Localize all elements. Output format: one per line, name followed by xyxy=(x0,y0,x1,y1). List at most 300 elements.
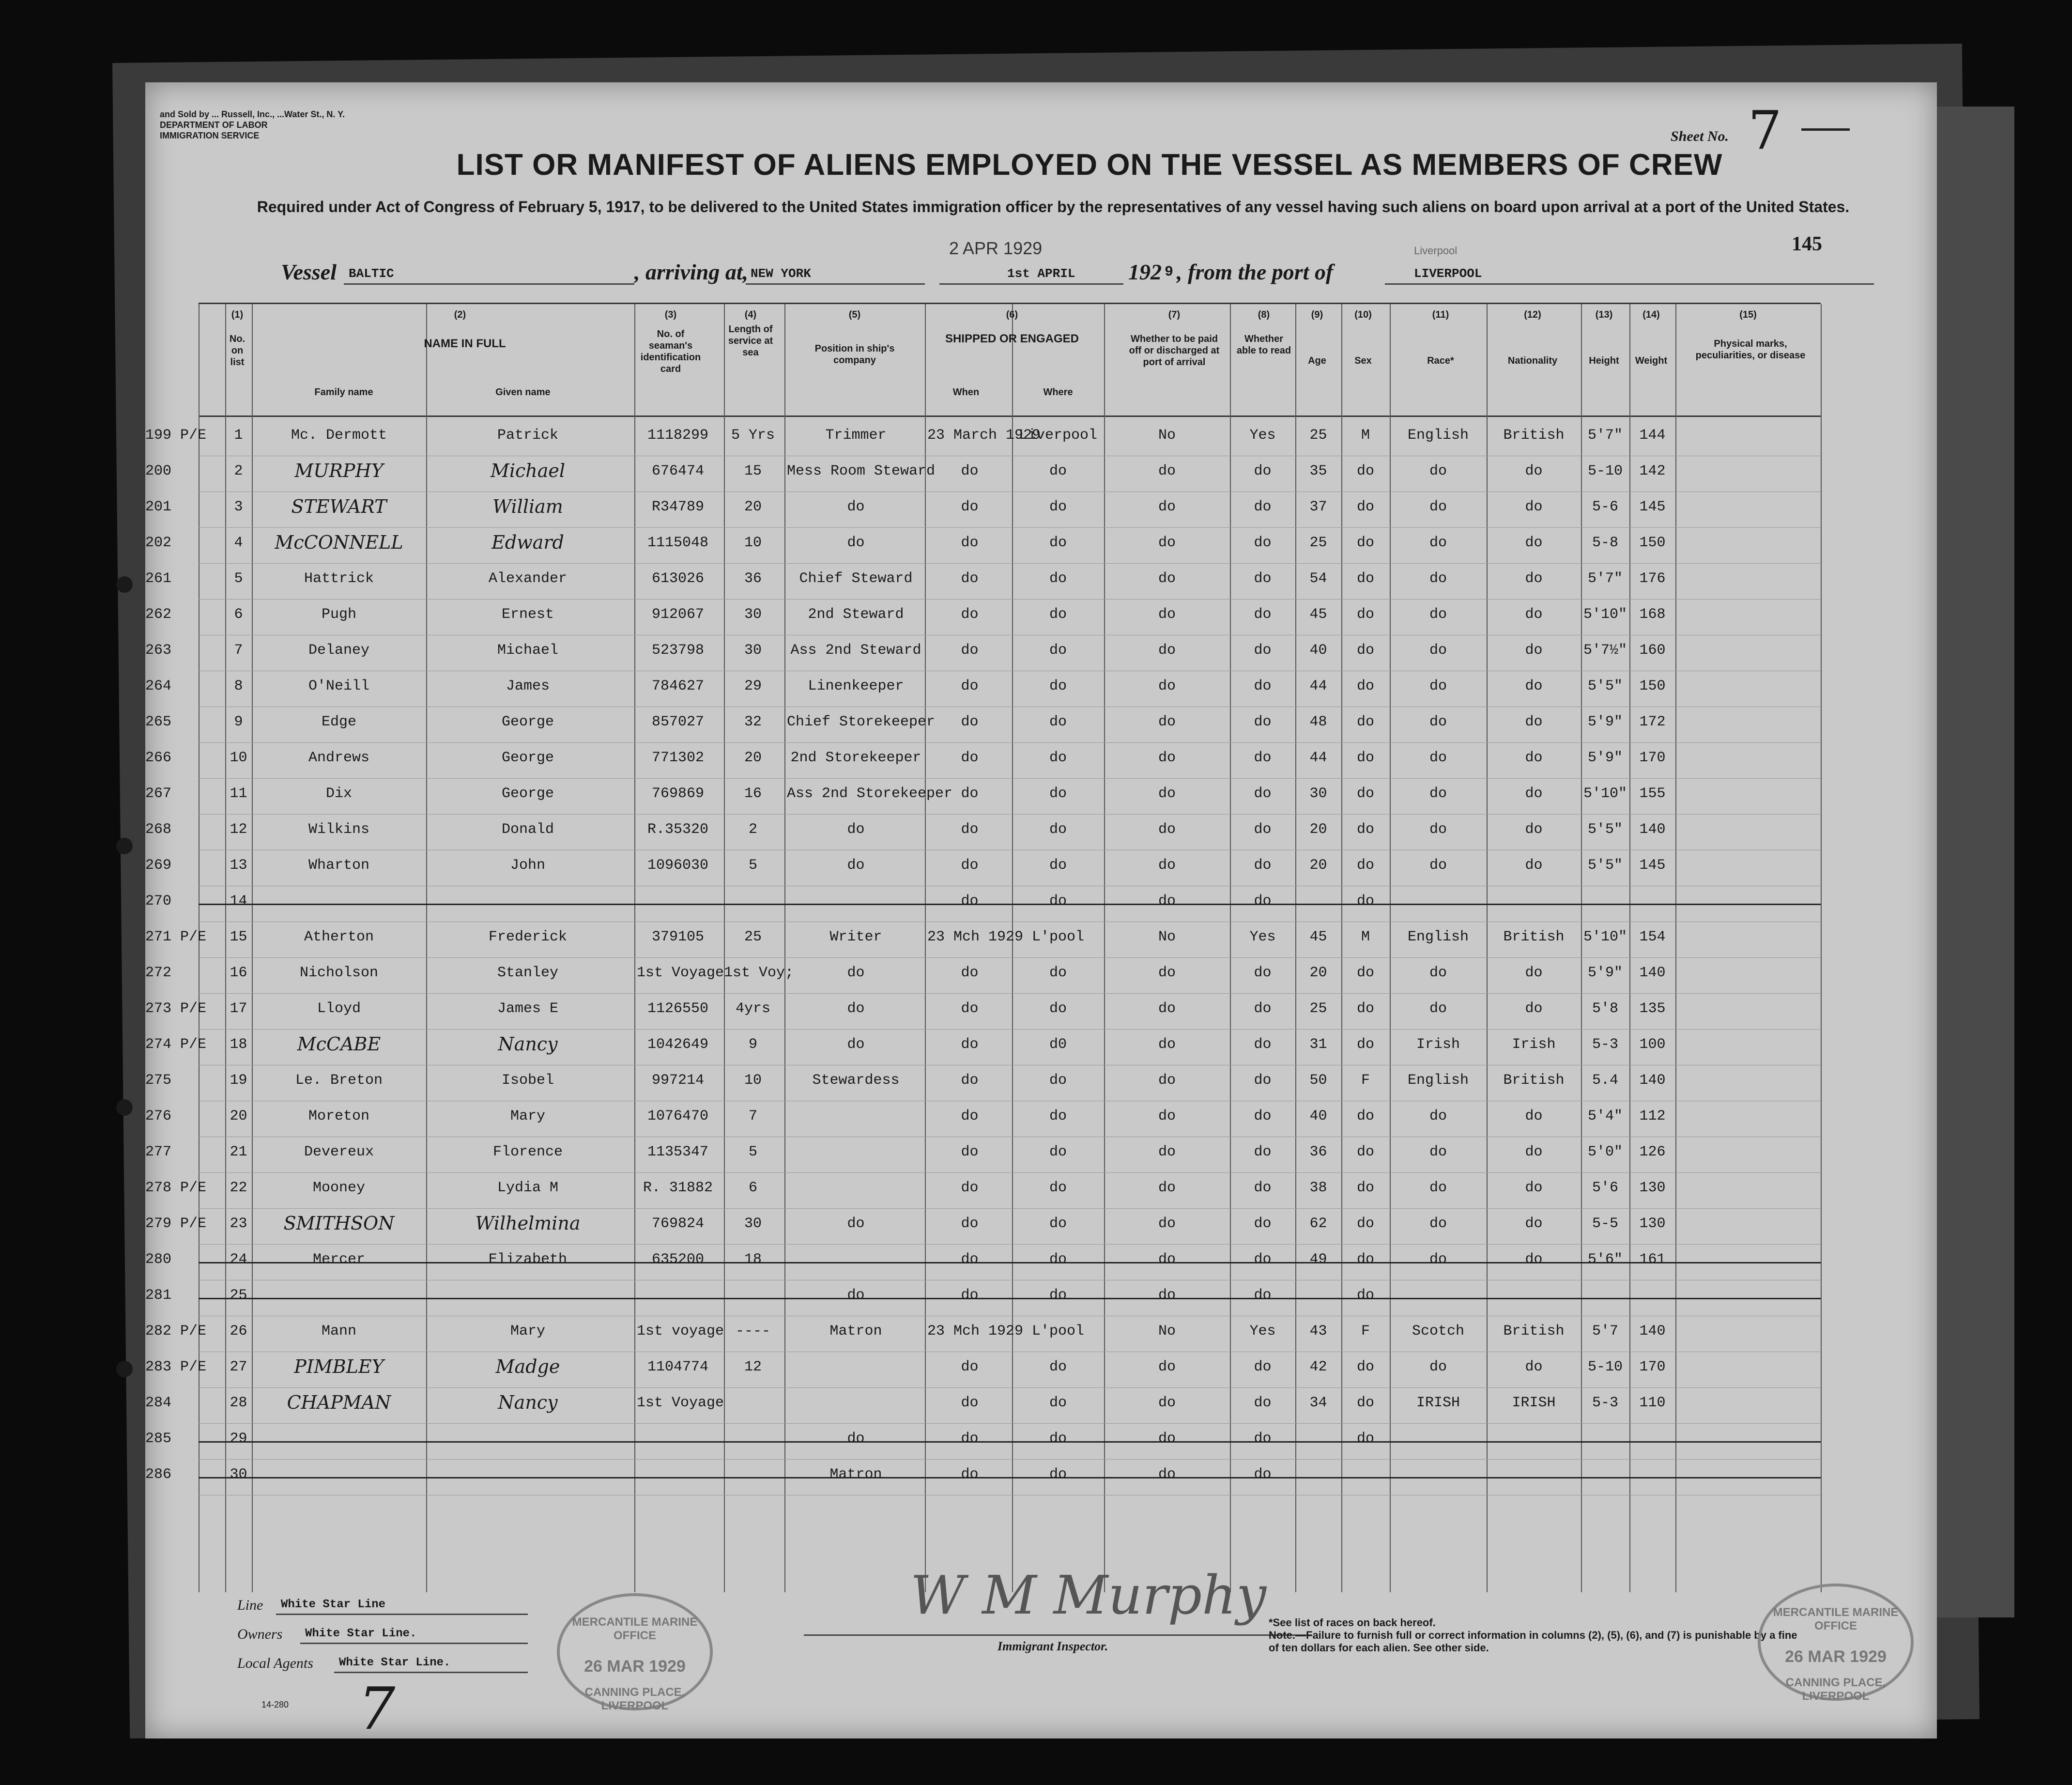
row-height: 5'9" xyxy=(1587,750,1623,766)
row-position: do xyxy=(847,1036,865,1053)
row-list-number: 20 xyxy=(230,1108,247,1124)
row-family-name: Nicholson xyxy=(299,965,379,981)
table-row xyxy=(145,492,1821,528)
table-row xyxy=(145,1424,1821,1460)
col6-when-header: When xyxy=(952,387,980,398)
row-sex: do xyxy=(1356,1251,1374,1268)
row-height: 5.4 xyxy=(1592,1072,1618,1089)
col8-header: Whether able to read xyxy=(1236,334,1291,356)
row-nationality: Irish xyxy=(1512,1036,1556,1053)
row-shipped-where: do xyxy=(1049,1108,1067,1124)
row-shipped-where: do xyxy=(1049,1144,1067,1160)
row-paid-off: do xyxy=(1158,1180,1176,1196)
arriving-label: , arriving at, xyxy=(634,260,749,284)
row-family-name: Moreton xyxy=(308,1108,370,1124)
col5-header: Position in ship's company xyxy=(814,343,895,366)
col3-header: No. of seaman's identification card xyxy=(640,329,701,374)
table-row xyxy=(145,671,1821,707)
row-weight: 154 xyxy=(1639,929,1666,945)
row-service-length: 20 xyxy=(744,499,762,515)
row-service-length: 36 xyxy=(744,570,762,587)
row-nationality: do xyxy=(1525,857,1543,874)
row-nationality: do xyxy=(1525,678,1543,694)
row-given-name: Mary xyxy=(510,1108,545,1124)
row-shipped-where: do xyxy=(1049,1359,1067,1375)
row-paid-off: No xyxy=(1158,427,1176,444)
row-weight: 130 xyxy=(1639,1180,1666,1196)
row-given-name: Patrick xyxy=(497,427,559,444)
row-age: 48 xyxy=(1309,714,1327,730)
row-height: 5'7 xyxy=(1592,1323,1618,1339)
row-position: Mess Room Steward xyxy=(787,463,936,479)
row-race: English xyxy=(1407,427,1469,444)
row-family-name: CHAPMAN xyxy=(287,1392,391,1413)
table-row xyxy=(145,1460,1821,1495)
row-paid-off: do xyxy=(1158,570,1176,587)
col2-family-header: Family name xyxy=(314,387,373,398)
row-family-name: McCABE xyxy=(297,1033,381,1055)
row-margin-number: 270 xyxy=(145,893,172,909)
row-able-to-read: do xyxy=(1254,1108,1272,1124)
row-nationality: British xyxy=(1503,929,1565,945)
row-nationality: do xyxy=(1525,1144,1543,1160)
row-race: do xyxy=(1429,785,1447,802)
row-able-to-read: do xyxy=(1254,1000,1272,1017)
page-title: LIST OR MANIFEST OF ALIENS EMPLOYED ON THE VESSEL AS MEMBERS OF CREW xyxy=(456,148,1723,182)
row-sex: do xyxy=(1356,463,1374,479)
col3-number: (3) xyxy=(664,309,677,320)
row-family-name: Dix xyxy=(325,785,352,802)
row-position: do xyxy=(847,499,865,515)
row-card-number: 1115048 xyxy=(647,535,709,551)
stamp-right-line1: MERCANTILE MARINE OFFICE xyxy=(1773,1606,1899,1632)
row-position: do xyxy=(847,821,865,838)
row-sex: do xyxy=(1356,893,1374,909)
col15-number: (15) xyxy=(1739,309,1757,320)
row-family-name: O'Neill xyxy=(308,678,370,694)
row-card-number: 523798 xyxy=(651,642,705,659)
row-sex: do xyxy=(1356,606,1374,623)
manifest-sheet xyxy=(145,82,1937,1743)
owners-value: White Star Line. xyxy=(305,1627,417,1640)
row-card-number: 1076470 xyxy=(647,1108,709,1124)
row-sex: do xyxy=(1356,1180,1374,1196)
col6-number: (6) xyxy=(1006,309,1018,320)
row-shipped-when: do xyxy=(961,821,979,838)
col15-header: Physical marks, peculiarities, or disease xyxy=(1695,339,1806,361)
row-service-length: 9 xyxy=(748,1036,757,1053)
row-nationality: do xyxy=(1525,785,1543,802)
row-shipped-where: do xyxy=(1049,499,1067,515)
row-service-length: 30 xyxy=(744,1216,762,1232)
row-service-length: 32 xyxy=(744,714,762,730)
departure-port: LIVERPOOL xyxy=(1414,266,1482,281)
row-sex: do xyxy=(1356,1036,1374,1053)
row-age: 40 xyxy=(1309,1108,1327,1124)
table-row xyxy=(145,1280,1821,1316)
row-paid-off: do xyxy=(1158,642,1176,659)
row-shipped-when: do xyxy=(961,1359,979,1375)
col13-number: (13) xyxy=(1595,309,1613,320)
arrival-stamp-date: 2 APR 1929 xyxy=(949,238,1043,258)
row-able-to-read: Yes xyxy=(1249,1323,1276,1339)
row-race: do xyxy=(1429,1251,1447,1268)
row-shipped-when: do xyxy=(961,606,979,623)
row-height: 5-8 xyxy=(1592,535,1618,551)
row-given-name: Michael xyxy=(497,642,559,659)
signature-underline xyxy=(804,1634,1312,1636)
row-card-number: 676474 xyxy=(651,463,705,479)
row-shipped-when: do xyxy=(961,857,979,874)
row-position: do xyxy=(847,1216,865,1232)
row-margin-number: 261 xyxy=(145,570,172,587)
row-card-number: 1st Voyage xyxy=(637,1395,724,1411)
row-shipped-where: do xyxy=(1049,893,1067,909)
table-row xyxy=(145,1137,1821,1173)
row-given-name: Lydia M xyxy=(497,1180,559,1196)
row-shipped-when: do xyxy=(961,1036,979,1053)
row-position: Matron xyxy=(829,1323,882,1339)
row-list-number: 2 xyxy=(234,463,243,479)
row-card-number: 635200 xyxy=(651,1251,705,1268)
row-paid-off: do xyxy=(1158,893,1176,909)
row-card-number: 1096030 xyxy=(647,857,709,874)
row-given-name: James xyxy=(506,678,550,694)
row-nationality: do xyxy=(1525,1000,1543,1017)
row-service-length: 6 xyxy=(748,1180,757,1196)
row-card-number: 1st Voyage xyxy=(637,965,724,981)
row-given-name: Edward xyxy=(491,532,564,553)
row-list-number: 6 xyxy=(234,606,243,623)
row-weight: 172 xyxy=(1639,714,1666,730)
row-able-to-read: do xyxy=(1254,1072,1272,1089)
col5-number: (5) xyxy=(848,309,861,320)
row-race: English xyxy=(1407,1072,1469,1089)
row-paid-off: No xyxy=(1158,929,1176,945)
row-age: 35 xyxy=(1309,463,1327,479)
row-paid-off: do xyxy=(1158,1359,1176,1375)
row-shipped-when: do xyxy=(961,535,979,551)
row-margin-number: 273 P/E xyxy=(145,1000,207,1017)
col4-number: (4) xyxy=(744,309,757,320)
row-age: 45 xyxy=(1309,606,1327,623)
row-sex: do xyxy=(1356,821,1374,838)
row-sex: do xyxy=(1356,678,1374,694)
races-note: *See list of races on back hereof. xyxy=(1269,1616,1436,1629)
col11-number: (11) xyxy=(1432,309,1449,320)
row-list-number: 24 xyxy=(230,1251,247,1268)
row-margin-number: 277 xyxy=(145,1144,172,1160)
row-shipped-when: 23 Mch 1929 xyxy=(927,929,1024,945)
row-margin-number: 265 xyxy=(145,714,172,730)
stamp-right xyxy=(1758,1584,1914,1701)
row-margin-number: 274 P/E xyxy=(145,1036,207,1053)
row-shipped-when: do xyxy=(961,1251,979,1268)
row-sex: M xyxy=(1361,929,1370,945)
row-height: 5-3 xyxy=(1592,1395,1618,1411)
col13-header: Height xyxy=(1589,355,1619,366)
header-divider xyxy=(199,415,1821,417)
row-shipped-where: d0 xyxy=(1049,1036,1067,1053)
col12-number: (12) xyxy=(1524,309,1541,320)
row-race: do xyxy=(1429,463,1447,479)
row-shipped-when: do xyxy=(961,750,979,766)
inspector-label: Immigrant Inspector. xyxy=(998,1639,1108,1653)
row-service-length: 2 xyxy=(748,821,757,838)
row-given-name: Ernest xyxy=(501,606,554,623)
row-able-to-read: do xyxy=(1254,1287,1272,1304)
row-race: do xyxy=(1429,965,1447,981)
col7-number: (7) xyxy=(1168,309,1181,320)
row-list-number: 15 xyxy=(230,929,247,945)
row-shipped-where: do xyxy=(1049,1180,1067,1196)
row-margin-number: 262 xyxy=(145,606,172,623)
table-row xyxy=(145,420,1821,456)
table-row xyxy=(145,1209,1821,1245)
row-race: do xyxy=(1429,606,1447,623)
arriving-underline xyxy=(746,283,925,285)
from-port-label: , from the port of xyxy=(1177,260,1334,284)
row-paid-off: do xyxy=(1158,1072,1176,1089)
row-position: do xyxy=(847,1287,865,1304)
row-position: Trimmer xyxy=(825,427,887,444)
table-row xyxy=(145,850,1821,886)
row-sex: do xyxy=(1356,535,1374,551)
row-sex: do xyxy=(1356,1000,1374,1017)
sheet-number-dash xyxy=(1801,128,1850,131)
stamp-left xyxy=(557,1593,713,1710)
row-paid-off: do xyxy=(1158,1036,1176,1053)
row-position: Ass 2nd Steward xyxy=(790,642,921,659)
row-sex: do xyxy=(1356,1287,1374,1304)
row-service-length: 29 xyxy=(744,678,762,694)
row-shipped-where: do xyxy=(1049,1216,1067,1232)
col10-header: Sex xyxy=(1354,355,1372,366)
row-list-number: 1 xyxy=(234,427,243,444)
row-height: 5'9" xyxy=(1587,965,1623,981)
row-card-number: R34789 xyxy=(651,499,705,515)
row-paid-off: do xyxy=(1158,1431,1176,1447)
row-weight: 112 xyxy=(1639,1108,1666,1124)
line-value: White Star Line xyxy=(281,1598,386,1611)
row-list-number: 8 xyxy=(234,678,243,694)
row-card-number: 912067 xyxy=(651,606,705,623)
row-shipped-where: L'pool xyxy=(1031,929,1085,945)
row-height: 5'7" xyxy=(1587,427,1623,444)
row-shipped-where: L'pool xyxy=(1031,1323,1085,1339)
table-row xyxy=(145,815,1821,850)
row-height: 5-3 xyxy=(1592,1036,1618,1053)
row-weight: 135 xyxy=(1639,1000,1666,1017)
row-shipped-when: do xyxy=(961,1216,979,1232)
binder-hole xyxy=(116,1099,133,1116)
row-able-to-read: do xyxy=(1254,750,1272,766)
col2-number: (2) xyxy=(454,309,466,320)
row-race: do xyxy=(1429,535,1447,551)
table-row xyxy=(145,707,1821,743)
row-nationality: do xyxy=(1525,714,1543,730)
row-race: do xyxy=(1429,1000,1447,1017)
crew-table xyxy=(145,303,1821,1592)
row-height: 5'4" xyxy=(1587,1108,1623,1124)
row-family-name: MURPHY xyxy=(294,460,384,481)
row-shipped-where: do xyxy=(1049,821,1067,838)
row-paid-off: do xyxy=(1158,499,1176,515)
row-margin-number: 266 xyxy=(145,750,172,766)
row-list-number: 23 xyxy=(230,1216,247,1232)
year-value: 9 xyxy=(1165,264,1174,280)
row-position: Chief Storekeeper xyxy=(787,714,936,730)
row-shipped-when: do xyxy=(961,1395,979,1411)
row-family-name: Mooney xyxy=(312,1180,366,1196)
row-race: do xyxy=(1429,1180,1447,1196)
table-row xyxy=(145,994,1821,1030)
row-card-number: 784627 xyxy=(651,678,705,694)
row-able-to-read: Yes xyxy=(1249,929,1276,945)
row-margin-number: 200 xyxy=(145,463,172,479)
row-able-to-read: do xyxy=(1254,965,1272,981)
row-able-to-read: Yes xyxy=(1249,427,1276,444)
row-paid-off: do xyxy=(1158,1144,1176,1160)
row-weight: 126 xyxy=(1639,1144,1666,1160)
row-given-name: Nancy xyxy=(498,1392,558,1413)
row-service-length: 16 xyxy=(744,785,762,802)
row-race: do xyxy=(1429,642,1447,659)
row-list-number: 13 xyxy=(230,857,247,874)
row-given-name: Elizabeth xyxy=(488,1251,568,1268)
row-race: do xyxy=(1429,678,1447,694)
row-margin-number: 281 xyxy=(145,1287,172,1304)
row-paid-off: do xyxy=(1158,1108,1176,1124)
row-card-number: 997214 xyxy=(651,1072,705,1089)
row-service-length: 20 xyxy=(744,750,762,766)
row-margin-number: 269 xyxy=(145,857,172,874)
row-card-number: 1042649 xyxy=(647,1036,709,1053)
col1-number: (1) xyxy=(231,309,244,320)
page-subtitle: Required under Act of Congress of February 5, 1917, to be delivered to the United States immigration officer by the representatives of any vessel having such aliens on board upon arrival at a port of the United States. xyxy=(257,198,1850,215)
table-row xyxy=(145,1030,1821,1065)
row-margin-number: 263 xyxy=(145,642,172,659)
row-age: 42 xyxy=(1309,1359,1327,1375)
row-sex: do xyxy=(1356,750,1374,766)
sheet-number-value: 7 xyxy=(1748,99,1782,161)
row-position: do xyxy=(847,1000,865,1017)
row-shipped-where: do xyxy=(1049,965,1067,981)
row-shipped-when: do xyxy=(961,893,979,909)
row-race: IRISH xyxy=(1416,1395,1460,1411)
binder-hole xyxy=(116,1361,133,1377)
row-margin-number: 267 xyxy=(145,785,172,802)
row-able-to-read: do xyxy=(1254,1431,1272,1447)
row-margin-number: 272 xyxy=(145,965,172,981)
table-row xyxy=(145,1388,1821,1424)
row-race: do xyxy=(1429,1359,1447,1375)
arrival-date: 1st APRIL xyxy=(1007,266,1075,281)
row-age: 44 xyxy=(1309,750,1327,766)
row-position: do xyxy=(847,1431,865,1447)
row-family-name: Mann xyxy=(321,1323,356,1339)
table-row xyxy=(145,1316,1821,1352)
col14-header: Weight xyxy=(1635,355,1668,366)
page-number: 145 xyxy=(1792,233,1822,255)
row-given-name: Wilhelmina xyxy=(475,1213,581,1234)
row-list-number: 3 xyxy=(234,499,243,515)
row-height: 5'5" xyxy=(1587,678,1623,694)
row-shipped-where: do xyxy=(1049,1395,1067,1411)
strike-through-line xyxy=(199,1262,1821,1263)
row-service-length: ---- xyxy=(735,1323,770,1339)
line-label: Line xyxy=(237,1597,263,1613)
row-family-name: Le. Breton xyxy=(295,1072,383,1089)
row-paid-off: do xyxy=(1158,1466,1176,1483)
row-given-name: Frederick xyxy=(488,929,568,945)
row-list-number: 22 xyxy=(230,1180,247,1196)
table-row xyxy=(145,600,1821,635)
row-paid-off: do xyxy=(1158,535,1176,551)
department-line: DEPARTMENT OF LABOR xyxy=(160,120,268,130)
stamp-right-date: 26 MAR 1929 xyxy=(1785,1647,1887,1666)
row-able-to-read: do xyxy=(1254,1395,1272,1411)
row-race: do xyxy=(1429,714,1447,730)
row-sex: do xyxy=(1356,785,1374,802)
row-family-name: Delaney xyxy=(308,642,370,659)
row-able-to-read: do xyxy=(1254,893,1272,909)
row-list-number: 29 xyxy=(230,1431,247,1447)
row-card-number: 1st voyage xyxy=(637,1323,724,1339)
row-race: do xyxy=(1429,499,1447,515)
row-family-name: Pugh xyxy=(321,606,356,623)
row-paid-off: do xyxy=(1158,1216,1176,1232)
row-service-length: 1st Voy; xyxy=(724,965,794,981)
strike-through-line xyxy=(199,1441,1821,1443)
row-shipped-when: do xyxy=(961,1287,979,1304)
row-family-name: Devereux xyxy=(304,1144,374,1160)
owners-underline xyxy=(300,1643,528,1644)
row-weight: 150 xyxy=(1639,678,1666,694)
row-card-number: R. 31882 xyxy=(643,1180,713,1196)
port-pencil-note: Liverpool xyxy=(1414,245,1458,257)
row-service-length: 4yrs xyxy=(735,1000,770,1017)
row-list-number: 5 xyxy=(234,570,243,587)
row-shipped-where: do xyxy=(1049,1431,1067,1447)
row-weight: 170 xyxy=(1639,1359,1666,1375)
row-able-to-read: do xyxy=(1254,1466,1272,1483)
row-family-name: STEWART xyxy=(291,496,387,517)
table-row xyxy=(145,635,1821,671)
row-service-length: 18 xyxy=(744,1251,762,1268)
row-sex: do xyxy=(1356,965,1374,981)
row-sex: do xyxy=(1356,570,1374,587)
row-weight: 110 xyxy=(1639,1395,1666,1411)
row-position: 2nd Storekeeper xyxy=(790,750,921,766)
col10-number: (10) xyxy=(1354,309,1372,320)
row-weight: 140 xyxy=(1639,1323,1666,1339)
row-weight: 150 xyxy=(1639,535,1666,551)
strike-through-line xyxy=(199,904,1821,905)
row-margin-number: 276 xyxy=(145,1108,172,1124)
row-race: do xyxy=(1429,821,1447,838)
row-paid-off: do xyxy=(1158,821,1176,838)
row-weight: 160 xyxy=(1639,642,1666,659)
row-family-name: McCONNELL xyxy=(275,532,403,553)
row-list-number: 19 xyxy=(230,1072,247,1089)
row-shipped-where: do xyxy=(1049,857,1067,874)
row-shipped-where: do xyxy=(1049,1251,1067,1268)
row-shipped-where: do xyxy=(1049,678,1067,694)
row-weight: 170 xyxy=(1639,750,1666,766)
row-nationality: British xyxy=(1503,427,1565,444)
vessel-label: Vessel xyxy=(281,260,337,284)
